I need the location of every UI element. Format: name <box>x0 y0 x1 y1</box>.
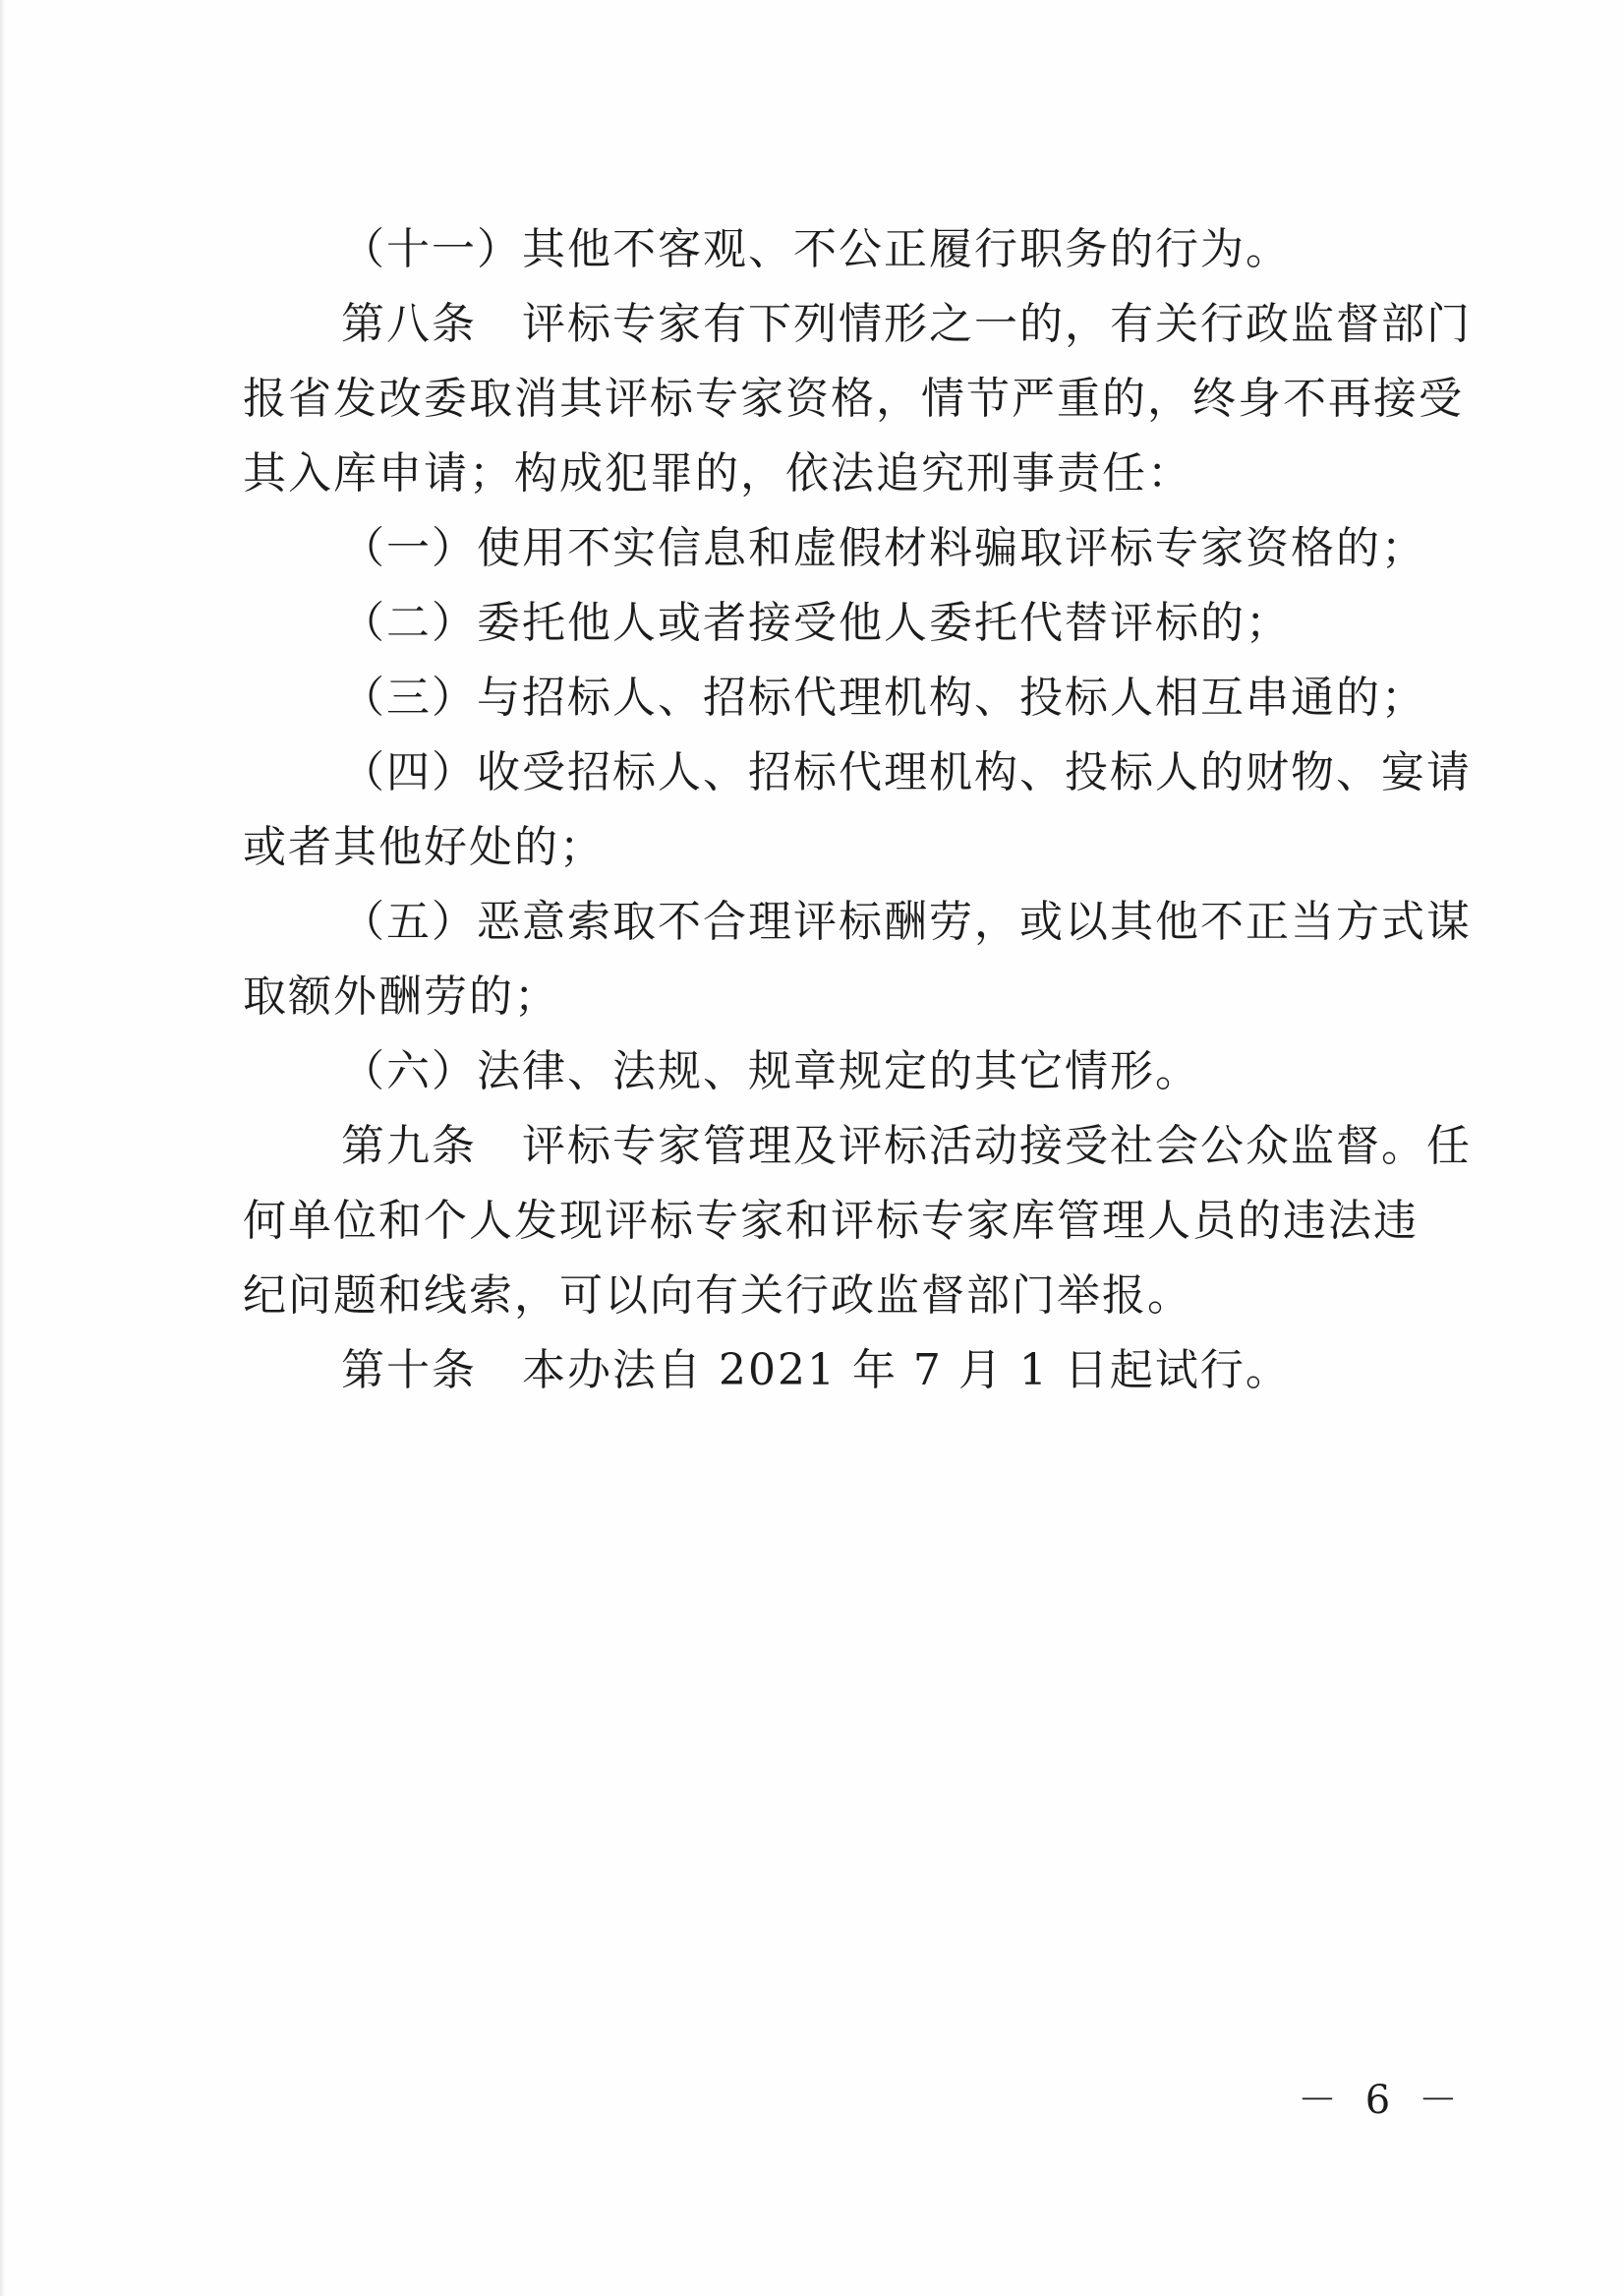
article-8-item-1: （一）使用不实信息和虚假材料骗取评标专家资格的； <box>341 523 1426 573</box>
article-8-line-2: 报省发改委取消其评标专家资格，情节严重的，终身不再接受 <box>243 374 1464 424</box>
page-number: － 6 － <box>1298 2078 1466 2123</box>
article-10: 第十条 本办法自 2021 年 7 月 1 日起试行。 <box>341 1345 1291 1395</box>
article-8-item-5-line-1: （五）恶意索取不合理评标酬劳，或以其他不正当方式谋 <box>341 897 1472 947</box>
clause-7-item-11: （十一）其他不客观、不公正履行职务的行为。 <box>341 224 1291 274</box>
article-8-item-3: （三）与招标人、招标代理机构、投标人相互串通的； <box>341 673 1426 723</box>
article-8-item-6: （六）法律、法规、规章规定的其它情形。 <box>341 1046 1200 1096</box>
article-8-line-1: 第八条 评标专家有下列情形之一的，有关行政监督部门 <box>341 299 1472 349</box>
article-9-line-2: 何单位和个人发现评标专家和评标专家库管理人员的违法违 <box>243 1196 1419 1246</box>
article-8-item-2: （二）委托他人或者接受他人委托代替评标的； <box>341 598 1291 648</box>
article-8-line-3: 其入库申请；构成犯罪的，依法追究刑事责任： <box>243 448 1192 499</box>
article-8-item-5-line-2: 取额外酬劳的； <box>243 971 559 1022</box>
article-9-line-1: 第九条 评标专家管理及评标活动接受社会公众监督。任 <box>341 1121 1472 1171</box>
article-8-item-4-line-2: 或者其他好处的； <box>243 822 605 872</box>
article-9-line-3: 纪问题和线索，可以向有关行政监督部门举报。 <box>243 1270 1192 1321</box>
article-8-item-4-line-1: （四）收受招标人、招标代理机构、投标人的财物、宴请 <box>341 747 1472 797</box>
scan-edge <box>0 0 6 2296</box>
